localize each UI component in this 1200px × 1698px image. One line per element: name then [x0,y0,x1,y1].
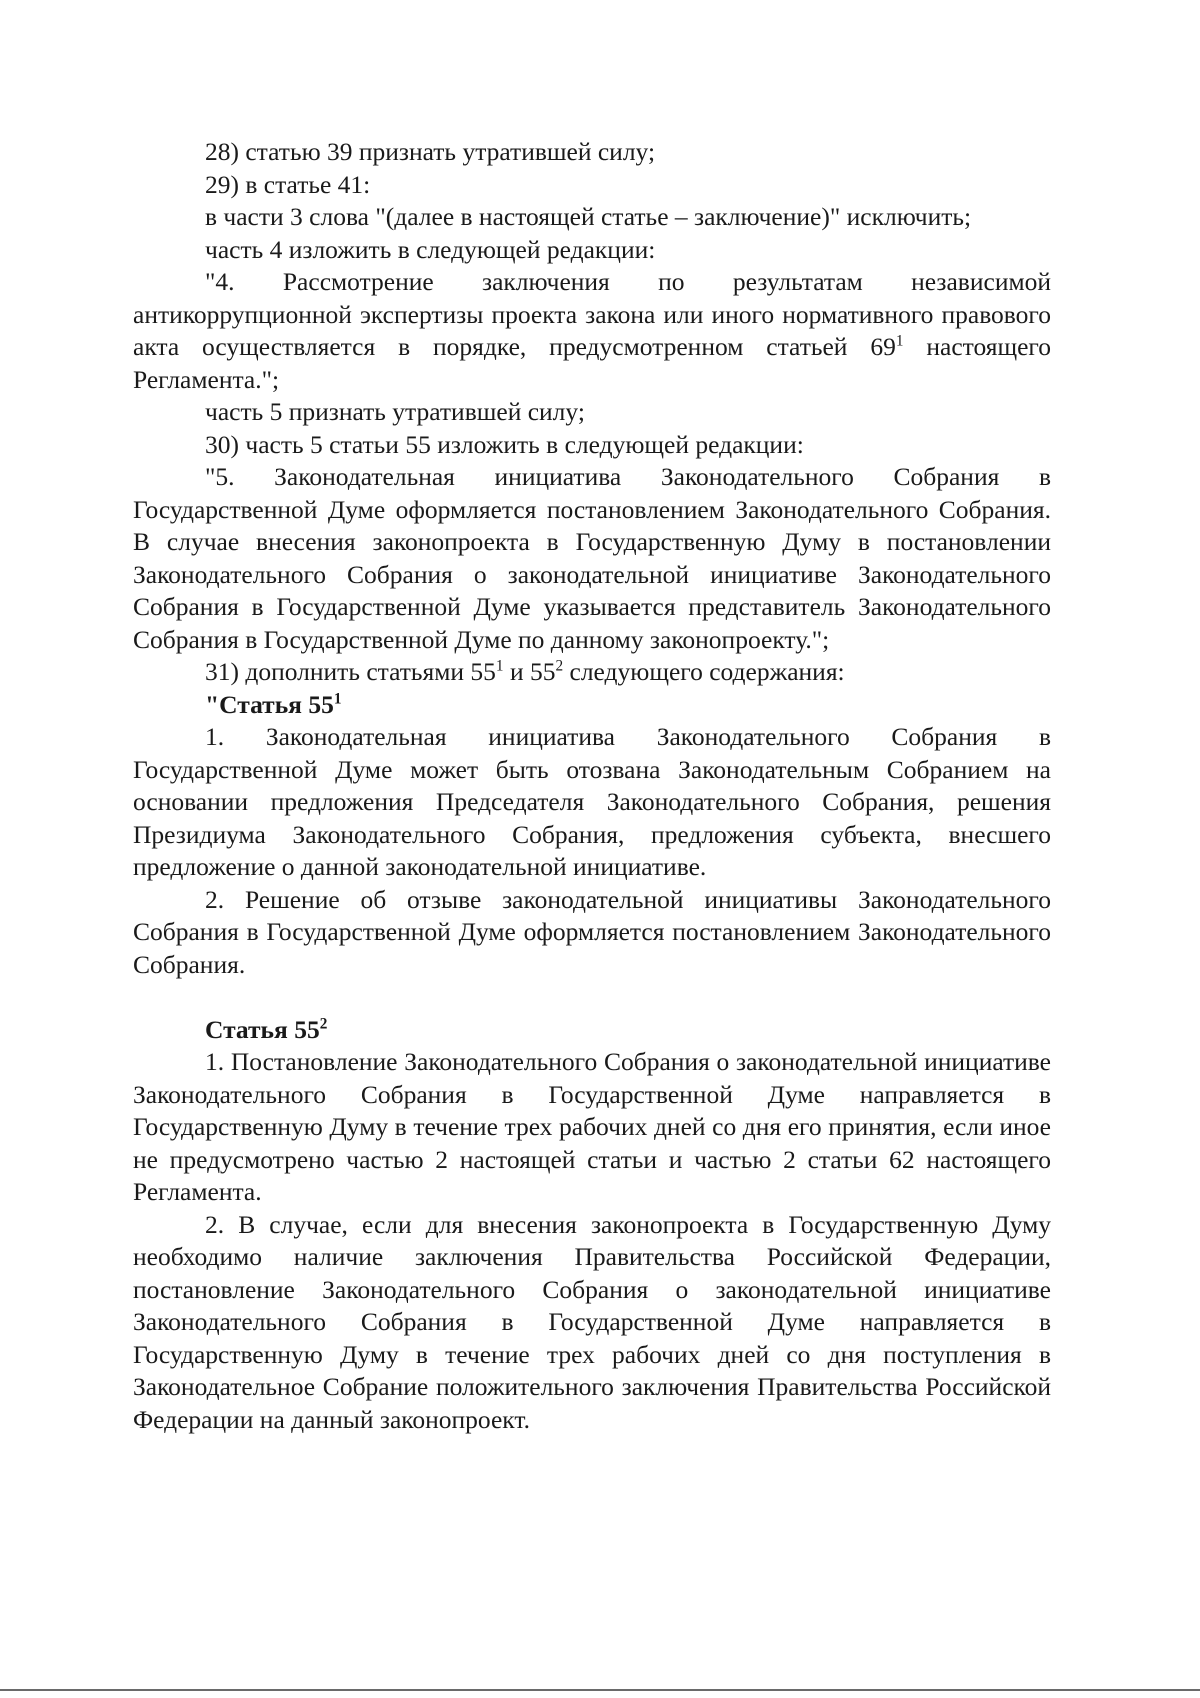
article-55-2-title: Статья 55 [205,1014,320,1044]
item-31-text-c: следующего содержания: [563,657,845,686]
item-31-text-b: и 55 [503,657,556,686]
article-55-1-heading [133,689,1051,722]
article-55-1-part-1: 1. Законодательная инициатива Законодательного Собрания в Государственной Думе может быть отозвана Законодательным Собранием на основании предложения Председателя Законодательного Собрания, решения Президиума Законодательного Собрания, предложения субъекта, внесшего предложение о данной законодательной инициативе. [133,722,1051,881]
scan-bottom-edge [0,1689,1200,1691]
article-55-2-superscript: 2 [555,657,564,675]
part-4-tail: настоящего Регламента."; [133,332,1051,394]
article-69-superscript: 1 [895,332,904,350]
document-body [133,136,1051,1436]
article-55-1-superscript: 1 [495,657,504,675]
article-55-1-part-2: 2. Решение об отзыве законодательной инициативы Законодательного Собрания в Государственной Думе оформляется постановлением Законодательного Собрания. [133,884,1051,979]
item-29-part-3: в части 3 слова "(далее в настоящей статье – заключение)" исключить; [205,202,972,231]
article-55-2-heading-superscript: 2 [319,1015,328,1032]
item-29-part-5: часть 5 признать утратившей силу; [205,397,585,426]
part-4-text: "4. Рассмотрение заключения по результатам независимой антикоррупционной экспертизы проекта закона или иного нормативного правового акта осуществляется в порядке, предусмотренном статьей 69 [133,267,1051,361]
item-29-part-4-intro: часть 4 изложить в следующей редакции: [205,234,656,264]
article-55-1-title: "Статья 55 [205,689,334,719]
item-30: 30) часть 5 статьи 55 изложить в следующей редакции: [205,429,804,459]
article-55-2-part-2: 2. В случае, если для внесения законопроекта в Государственную Думу необходимо наличие заключения Правительства Российской Федерации, постановление Законодательного Собрания о законодательной инициативе Законодательного Собрания в Государственной Думе направляется в Государственную Думу в течение трех рабочих дней со дня поступления в Законодательное Собрание положительного заключения Правительства Российской Федерации на данный законопроект. [133,1209,1051,1434]
article-55-2-part-1: 1. Постановление Законодательного Собрания о законодательной инициативе Законодательного Собрания в Государственной Думе направляется в Государственную Думу в течение трех рабочих дней со дня его принятия, если иное не предусмотрено частью 2 настоящей статьи и частью 2 статьи 62 настоящего Регламента. [133,1047,1051,1206]
item-31 [133,656,1051,689]
item-31-text-a: 31) дополнить статьями 55 [205,657,496,686]
item-29: 29) в статье 41: [205,169,371,199]
item-28: 28) статью 39 признать утратившей силу; [205,137,656,166]
part-4-new-text [133,266,1051,396]
article-55-2-heading [133,1014,1051,1047]
article-55-1-heading-superscript: 1 [333,690,342,707]
part-5-new-text: "5. Законодательная инициатива Законодательного Собрания в Государственной Думе оформляется постановлением Законодательного Собрания. В случае внесения законопроекта в Государственную Думу в постановлении Законодательного Собрания о законодательной инициативе Законодательного Собрания в Государственной Думе указывается представитель Законодательного Собрания в Государственной Думе по данному законопроекту."; [133,462,1051,654]
